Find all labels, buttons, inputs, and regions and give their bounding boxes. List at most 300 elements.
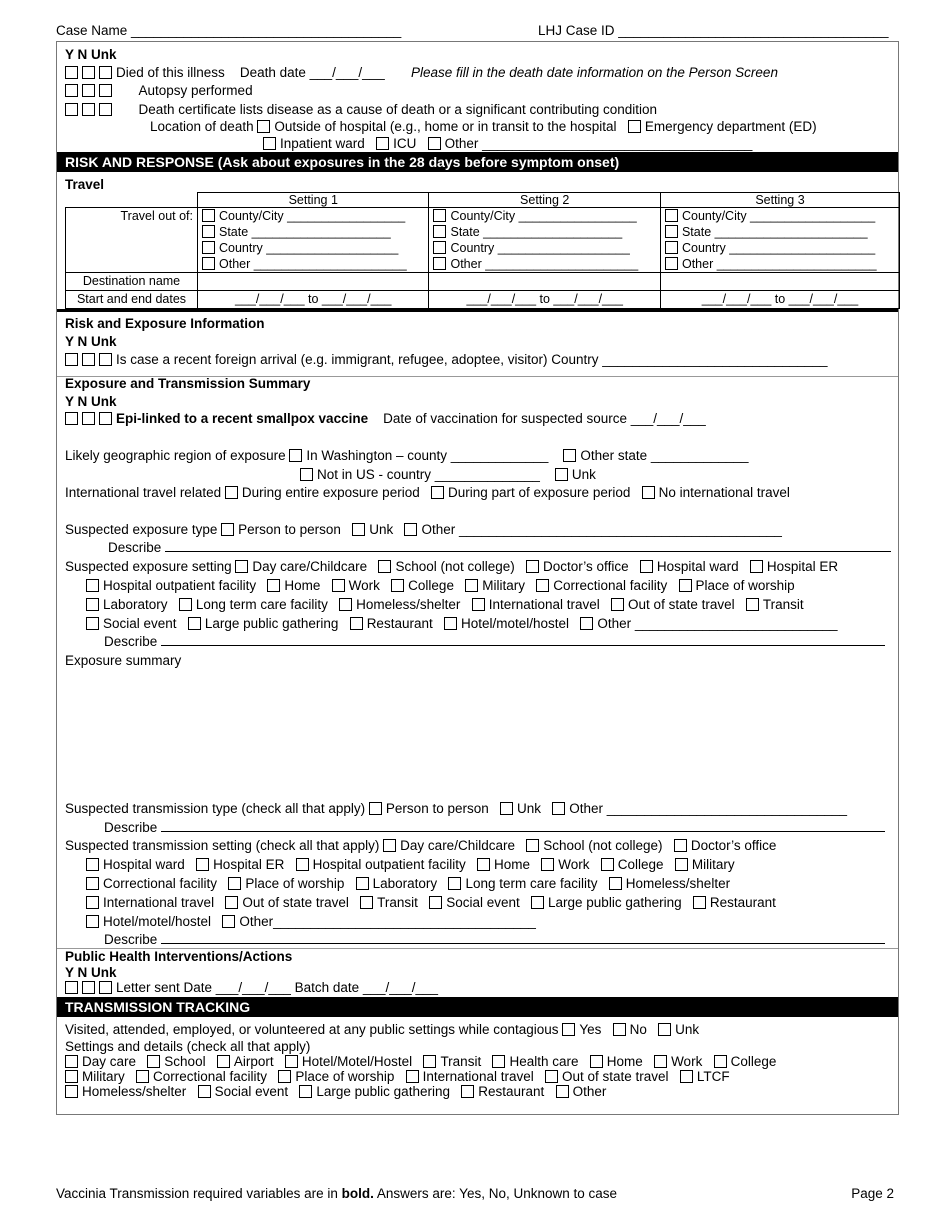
- ts-worship-label: Place of worship: [245, 876, 345, 891]
- icu-checkbox[interactable]: [376, 137, 389, 150]
- exp-setting-row-3: [86, 596, 804, 615]
- s2-country-checkbox[interactable]: [433, 241, 446, 254]
- s3-county-checkbox[interactable]: [665, 209, 678, 222]
- geo-unk-checkbox[interactable]: [555, 468, 568, 481]
- case-name-field[interactable]: Case Name ____________________________________: [56, 23, 402, 38]
- tr-school-label: School: [164, 1054, 206, 1069]
- exp-p2p-label: Person to person: [238, 522, 341, 537]
- ts-restaurant-checkbox[interactable]: [693, 896, 706, 909]
- phi-title: Public Health Interventions/Actions: [65, 949, 293, 964]
- s1-country-field[interactable]: Country ___________________: [219, 241, 399, 255]
- setting-2-options: [429, 208, 660, 273]
- foreign-arrival-row: [65, 351, 827, 370]
- setting-1-options: [198, 208, 429, 273]
- visited-no-checkbox[interactable]: [613, 1023, 626, 1036]
- ts-social-label: Social event: [446, 895, 520, 910]
- visited-unk-checkbox[interactable]: [658, 1023, 671, 1036]
- s3-county-field[interactable]: County/City __________________: [681, 209, 876, 223]
- exp-unk-label: Unk: [369, 522, 394, 537]
- geo-label: Likely geographic region of exposure: [65, 448, 286, 463]
- died-row: [65, 64, 778, 83]
- exp-unk-checkbox[interactable]: [352, 523, 365, 536]
- intl-label: International travel related: [65, 485, 222, 500]
- visited-unk-label: Unk: [675, 1022, 700, 1037]
- wa-county-field[interactable]: In Washington – county _____________: [306, 448, 549, 463]
- ts-hospward-label: Hospital ward: [103, 857, 185, 872]
- es-home-checkbox[interactable]: [267, 579, 280, 592]
- form-frame: [56, 41, 899, 1115]
- tr-daycare-label: Day care: [82, 1054, 137, 1069]
- travel-corner: [66, 193, 198, 208]
- trans-type-row: [65, 800, 847, 819]
- s1-dates-field[interactable]: ___/___/___ to ___/___/___: [198, 290, 429, 308]
- tr-outofstate-checkbox[interactable]: [545, 1070, 558, 1083]
- ts-outofstate-checkbox[interactable]: [225, 896, 238, 909]
- es-hospward-label: Hospital ward: [656, 559, 739, 574]
- tr-homeless-label: Homeless/shelter: [82, 1084, 187, 1099]
- no-intl-checkbox[interactable]: [642, 486, 655, 499]
- trans-setting-row-4: [86, 894, 776, 913]
- exp-setting-row-2: [86, 577, 795, 596]
- ts-school-label: School (not college): [543, 838, 663, 853]
- s2-other-checkbox[interactable]: [433, 257, 446, 270]
- page-footer: [56, 1185, 894, 1203]
- inpatient-label: Inpatient ward: [280, 136, 365, 151]
- s3-country-field[interactable]: Country _____________________: [681, 241, 876, 255]
- ts-other-field[interactable]: Other___________________________________: [239, 914, 536, 929]
- tr-hotel-label: Hotel/Motel/Hostel: [301, 1054, 413, 1069]
- exp-describe-label: Describe: [108, 540, 162, 555]
- ts-ltc-checkbox[interactable]: [448, 877, 461, 890]
- tr-correctional-checkbox[interactable]: [136, 1070, 149, 1083]
- geo-region-row-2: [300, 466, 596, 485]
- ts-hosper-checkbox[interactable]: [196, 858, 209, 871]
- es-homeless-checkbox[interactable]: [339, 598, 352, 611]
- risk-response-bar: RISK AND RESPONSE (Ask about exposures in the 28 days before symptom onset): [57, 152, 898, 172]
- tr-worship-label: Place of worship: [295, 1069, 395, 1084]
- tr-work-label: Work: [671, 1054, 703, 1069]
- es-work-checkbox[interactable]: [332, 579, 345, 592]
- s2-county-checkbox[interactable]: [433, 209, 446, 222]
- other-state-field[interactable]: Other state _____________: [580, 448, 749, 463]
- s1-other-field[interactable]: Other ______________________: [219, 257, 407, 271]
- s1-county-checkbox[interactable]: [202, 209, 215, 222]
- tr-military-label: Military: [82, 1069, 125, 1084]
- cert-n-checkbox[interactable]: [82, 103, 95, 116]
- geo-unk-label: Unk: [571, 467, 596, 482]
- tr-social-label: Social event: [214, 1084, 289, 1099]
- s2-destination-field[interactable]: [429, 273, 660, 291]
- tt-other-checkbox[interactable]: [552, 802, 565, 815]
- epi-unk-checkbox[interactable]: [99, 412, 112, 425]
- ts-home-label: Home: [493, 857, 530, 872]
- es-correctional-checkbox[interactable]: [536, 579, 549, 592]
- es-describe-field[interactable]: [161, 634, 885, 646]
- footer-note: Vaccinia Transmission required variables are in: [56, 1186, 342, 1201]
- travel-table: [65, 192, 900, 309]
- ts-describe-field[interactable]: [161, 932, 885, 944]
- ts-correctional-checkbox[interactable]: [86, 877, 99, 890]
- tt-describe-field[interactable]: [161, 820, 885, 832]
- ynu-header: Y N Unk: [65, 47, 117, 62]
- destination-label: Destination name: [66, 273, 198, 291]
- ts-correctional-label: Correctional facility: [103, 876, 218, 891]
- s3-country-checkbox[interactable]: [665, 241, 678, 254]
- setting-2-header: Setting 2: [429, 193, 660, 208]
- es-outpatient-checkbox[interactable]: [86, 579, 99, 592]
- letter-row: [65, 979, 438, 998]
- tr-intl-checkbox[interactable]: [406, 1070, 419, 1083]
- es-lab-checkbox[interactable]: [86, 598, 99, 611]
- exp-setting-label: Suspected exposure setting: [65, 559, 232, 574]
- other-state-checkbox[interactable]: [563, 449, 576, 462]
- not-us-checkbox[interactable]: [300, 468, 313, 481]
- es-restaurant-checkbox[interactable]: [350, 617, 363, 630]
- ts-outpatient-label: Hospital outpatient facility: [312, 857, 466, 872]
- ts-intl-label: International travel: [103, 895, 215, 910]
- entire-label: During entire exposure period: [241, 485, 420, 500]
- cert-unk-checkbox[interactable]: [99, 103, 112, 116]
- ts-college-checkbox[interactable]: [601, 858, 614, 871]
- ynu-header-2: Y N Unk: [65, 334, 117, 349]
- tr-correctional-label: Correctional facility: [153, 1069, 268, 1084]
- epi-y-checkbox[interactable]: [65, 412, 78, 425]
- ts-work-label: Work: [558, 857, 590, 872]
- certificate-label: Death certificate lists disease as a cause of death or a significant contributing condition: [138, 102, 658, 117]
- letter-n-checkbox[interactable]: [82, 981, 95, 994]
- ts-outpatient-checkbox[interactable]: [296, 858, 309, 871]
- s3-dates-field[interactable]: ___/___/___ to ___/___/___: [660, 290, 899, 308]
- death-date-note: Please fill in the death date information on the Person Screen: [410, 65, 778, 80]
- ts-other-checkbox[interactable]: [222, 915, 235, 928]
- ts-hosper-label: Hospital ER: [213, 857, 285, 872]
- ts-military-checkbox[interactable]: [675, 858, 688, 871]
- foreign-y-checkbox[interactable]: [65, 353, 78, 366]
- s2-state-checkbox[interactable]: [433, 225, 446, 238]
- outside-checkbox[interactable]: [257, 120, 270, 133]
- s2-other-field[interactable]: Other ______________________: [450, 257, 639, 271]
- ts-restaurant-label: Restaurant: [709, 895, 776, 910]
- exp-setting-row: [65, 558, 838, 577]
- geo-region-row: [65, 447, 749, 466]
- ts-hotel-checkbox[interactable]: [86, 915, 99, 928]
- tr-gathering-label: Large public gathering: [316, 1084, 450, 1099]
- letter-sent-field[interactable]: Letter sent Date ___/___/___ Batch date ___/___/___: [116, 980, 439, 995]
- setting-3-options: [660, 208, 899, 273]
- ts-describe-label: Describe: [104, 932, 158, 947]
- tr-home-checkbox[interactable]: [590, 1055, 603, 1068]
- es-hosper-checkbox[interactable]: [750, 560, 763, 573]
- epi-linked-label: Epi-linked to a recent smallpox vaccine: [116, 411, 369, 426]
- es-hospward-checkbox[interactable]: [640, 560, 653, 573]
- es-hotel-label: Hotel/motel/hostel: [461, 616, 570, 631]
- letter-y-checkbox[interactable]: [65, 981, 78, 994]
- no-intl-label: No international travel: [658, 485, 790, 500]
- ts-hospward-checkbox[interactable]: [86, 858, 99, 871]
- autopsy-unk-checkbox[interactable]: [99, 84, 112, 97]
- ts-transit-label: Transit: [377, 895, 418, 910]
- visited-label: Visited, attended, employed, or volunteered at any public settings while contagious: [65, 1022, 559, 1037]
- other-location-field[interactable]: Other ____________________________________: [444, 136, 753, 151]
- ed-checkbox[interactable]: [628, 120, 641, 133]
- ts-daycare-label: Day care/Childcare: [400, 838, 515, 853]
- vaccination-date-field[interactable]: Date of vaccination for suspected source ___/___/___: [383, 411, 706, 426]
- es-school-checkbox[interactable]: [378, 560, 391, 573]
- tr-other-checkbox[interactable]: [556, 1085, 569, 1098]
- died-unk-checkbox[interactable]: [99, 66, 112, 79]
- tt-other-field[interactable]: Other ________________________________: [569, 801, 848, 816]
- tt-unk-label: Unk: [517, 801, 542, 816]
- ts-work-checkbox[interactable]: [541, 858, 554, 871]
- died-y-checkbox[interactable]: [65, 66, 78, 79]
- es-worship-label: Place of worship: [695, 578, 795, 593]
- setting-1-header: Setting 1: [198, 193, 429, 208]
- es-outofstate-checkbox[interactable]: [611, 598, 624, 611]
- tr-hotel-checkbox[interactable]: [285, 1055, 298, 1068]
- tr-healthcare-label: Health care: [509, 1054, 579, 1069]
- es-homeless-label: Homeless/shelter: [356, 597, 461, 612]
- tr-military-checkbox[interactable]: [65, 1070, 78, 1083]
- outside-label: Outside of hospital (e.g., home or in transit to the hospital: [274, 119, 617, 134]
- part-checkbox[interactable]: [431, 486, 444, 499]
- trans-setting-row-2: [86, 856, 735, 875]
- tr-worship-checkbox[interactable]: [278, 1070, 291, 1083]
- lhj-case-id-field[interactable]: LHJ Case ID ____________________________________: [538, 23, 889, 38]
- tr-ltcf-checkbox[interactable]: [680, 1070, 693, 1083]
- es-intl-checkbox[interactable]: [472, 598, 485, 611]
- s1-state-checkbox[interactable]: [202, 225, 215, 238]
- ts-daycare-checkbox[interactable]: [383, 839, 396, 852]
- epi-n-checkbox[interactable]: [82, 412, 95, 425]
- tt-unk-checkbox[interactable]: [500, 802, 513, 815]
- s2-county-field[interactable]: County/City _________________: [450, 209, 637, 223]
- s1-county-field[interactable]: County/City _________________: [219, 209, 406, 223]
- setting-3-header: Setting 3: [660, 193, 899, 208]
- es-doctor-label: Doctor’s office: [543, 559, 629, 574]
- s3-destination-field[interactable]: [660, 273, 899, 291]
- wa-checkbox[interactable]: [289, 449, 302, 462]
- tr-gathering-checkbox[interactable]: [299, 1085, 312, 1098]
- tr-airport-checkbox[interactable]: [217, 1055, 230, 1068]
- tr-intl-label: International travel: [422, 1069, 534, 1084]
- tt-p2p-checkbox[interactable]: [369, 802, 382, 815]
- autopsy-y-checkbox[interactable]: [65, 84, 78, 97]
- ts-doctor-checkbox[interactable]: [674, 839, 687, 852]
- entire-checkbox[interactable]: [225, 486, 238, 499]
- part-label: During part of exposure period: [447, 485, 631, 500]
- inpatient-checkbox[interactable]: [263, 137, 276, 150]
- ts-gathering-label: Large public gathering: [548, 895, 682, 910]
- location-label: Location of death: [150, 119, 254, 134]
- died-label: Died of this illness: [116, 65, 225, 80]
- s2-dates-field[interactable]: ___/___/___ to ___/___/___: [429, 290, 660, 308]
- icu-label: ICU: [393, 136, 417, 151]
- ts-transit-checkbox[interactable]: [360, 896, 373, 909]
- letter-unk-checkbox[interactable]: [99, 981, 112, 994]
- tr-daycare-checkbox[interactable]: [65, 1055, 78, 1068]
- divider: [57, 309, 898, 312]
- trans-type-label: Suspected transmission type (check all that apply): [65, 801, 366, 816]
- tt-describe-label: Describe: [104, 820, 158, 835]
- tr-school-checkbox[interactable]: [147, 1055, 160, 1068]
- es-worship-checkbox[interactable]: [679, 579, 692, 592]
- ts-outofstate-label: Out of state travel: [242, 895, 349, 910]
- es-other-field[interactable]: Other ___________________________: [597, 616, 838, 631]
- tt-describe-row: [104, 819, 885, 838]
- tr-restaurant-checkbox[interactable]: [461, 1085, 474, 1098]
- trans-setting-row-3: [86, 875, 730, 894]
- ynu-header-4: Y N Unk: [65, 965, 117, 980]
- cert-y-checkbox[interactable]: [65, 103, 78, 116]
- tr-transit-label: Transit: [440, 1054, 482, 1069]
- settings-details-label: Settings and details (check all that apply): [65, 1039, 311, 1054]
- exp-setting-row-4: [86, 615, 838, 634]
- es-social-checkbox[interactable]: [86, 617, 99, 630]
- epi-linked-row: [65, 410, 706, 429]
- dates-label: Start and end dates: [66, 290, 198, 308]
- tr-home-label: Home: [606, 1054, 643, 1069]
- tr-college-label: College: [730, 1054, 777, 1069]
- es-gathering-checkbox[interactable]: [188, 617, 201, 630]
- es-correctional-label: Correctional facility: [553, 578, 668, 593]
- exp-describe-field[interactable]: [165, 540, 891, 552]
- not-us-field[interactable]: Not in US - country ______________: [317, 467, 540, 482]
- travel-out-label: Travel out of:: [66, 208, 198, 273]
- tr-work-checkbox[interactable]: [654, 1055, 667, 1068]
- foreign-arrival-label: Is case a recent foreign arrival (e.g. immigrant, refugee, adoptee, visitor) Country ______________________________: [116, 352, 828, 367]
- s2-country-field[interactable]: Country ___________________: [450, 241, 630, 255]
- transmission-tracking-bar: TRANSMISSION TRACKING: [57, 997, 898, 1017]
- ts-homeless-label: Homeless/shelter: [625, 876, 731, 891]
- es-daycare-checkbox[interactable]: [235, 560, 248, 573]
- es-outofstate-label: Out of state travel: [628, 597, 735, 612]
- ts-doctor-label: Doctor’s office: [690, 838, 777, 853]
- s1-country-checkbox[interactable]: [202, 241, 215, 254]
- es-daycare-label: Day care/Childcare: [252, 559, 368, 574]
- es-military-checkbox[interactable]: [465, 579, 478, 592]
- exp-describe-row: [108, 539, 891, 558]
- s3-other-checkbox[interactable]: [665, 257, 678, 270]
- foreign-unk-checkbox[interactable]: [99, 353, 112, 366]
- trans-setting-label: Suspected transmission setting (check all that apply): [65, 838, 380, 853]
- ts-military-label: Military: [691, 857, 735, 872]
- footer-note-end: Answers are: Yes, No, Unknown to case: [373, 1186, 618, 1201]
- ts-worship-checkbox[interactable]: [228, 877, 241, 890]
- ts-ltc-label: Long term care facility: [465, 876, 598, 891]
- tr-ltcf-label: LTCF: [696, 1069, 730, 1084]
- exp-other-checkbox[interactable]: [404, 523, 417, 536]
- visited-yes-label: Yes: [579, 1022, 602, 1037]
- es-hotel-checkbox[interactable]: [444, 617, 457, 630]
- travel-title: Travel: [65, 177, 105, 192]
- foreign-n-checkbox[interactable]: [82, 353, 95, 366]
- es-college-checkbox[interactable]: [391, 579, 404, 592]
- tr-outofstate-label: Out of state travel: [562, 1069, 669, 1084]
- ts-gathering-checkbox[interactable]: [531, 896, 544, 909]
- tr-other-label: Other: [572, 1084, 607, 1099]
- s3-state-checkbox[interactable]: [665, 225, 678, 238]
- s3-state-field[interactable]: State ______________________: [681, 225, 868, 239]
- s1-state-field[interactable]: State ____________________: [219, 225, 391, 239]
- tr-social-checkbox[interactable]: [198, 1085, 211, 1098]
- tr-restaurant-label: Restaurant: [478, 1084, 545, 1099]
- tr-airport-label: Airport: [233, 1054, 274, 1069]
- tr-transit-checkbox[interactable]: [423, 1055, 436, 1068]
- exp-p2p-checkbox[interactable]: [221, 523, 234, 536]
- es-transit-label: Transit: [762, 597, 804, 612]
- tr-college-checkbox[interactable]: [714, 1055, 727, 1068]
- risk-exposure-title: Risk and Exposure Information: [65, 316, 265, 331]
- ts-home-checkbox[interactable]: [477, 858, 490, 871]
- es-college-label: College: [408, 578, 454, 593]
- autopsy-row: [65, 82, 253, 101]
- ts-intl-checkbox[interactable]: [86, 896, 99, 909]
- s1-destination-field[interactable]: [198, 273, 429, 291]
- ts-school-checkbox[interactable]: [526, 839, 539, 852]
- es-gathering-label: Large public gathering: [204, 616, 339, 631]
- es-describe-label: Describe: [104, 634, 158, 649]
- es-home-label: Home: [284, 578, 321, 593]
- death-date-field[interactable]: Death date ___/___/___: [239, 65, 385, 80]
- ts-social-checkbox[interactable]: [429, 896, 442, 909]
- visited-yes-checkbox[interactable]: [562, 1023, 575, 1036]
- exp-type-label: Suspected exposure type: [65, 522, 218, 537]
- tracking-row-3: [65, 1083, 606, 1102]
- es-transit-checkbox[interactable]: [746, 598, 759, 611]
- exp-type-row: [65, 521, 782, 540]
- ts-lab-label: Laboratory: [372, 876, 438, 891]
- other-location-checkbox[interactable]: [428, 137, 441, 150]
- trans-setting-row: [65, 837, 776, 856]
- es-outpatient-label: Hospital outpatient facility: [103, 578, 257, 593]
- tr-healthcare-checkbox[interactable]: [492, 1055, 505, 1068]
- es-lab-label: Laboratory: [103, 597, 168, 612]
- died-n-checkbox[interactable]: [82, 66, 95, 79]
- s2-state-field[interactable]: State ____________________: [450, 225, 623, 239]
- exp-summary-field[interactable]: [65, 672, 891, 797]
- summary-title: Exposure and Transmission Summary: [65, 376, 311, 391]
- es-social-label: Social event: [103, 616, 177, 631]
- es-restaurant-label: Restaurant: [366, 616, 433, 631]
- ts-college-label: College: [617, 857, 664, 872]
- page-number: Page 2: [851, 1186, 894, 1201]
- es-other-checkbox[interactable]: [580, 617, 593, 630]
- exp-summary-label: Exposure summary: [65, 653, 182, 668]
- es-intl-label: International travel: [488, 597, 600, 612]
- autopsy-label: Autopsy performed: [138, 83, 253, 98]
- ed-label: Emergency department (ED): [644, 119, 817, 134]
- footer-note-bold: bold.: [341, 1186, 374, 1201]
- s1-other-checkbox[interactable]: [202, 257, 215, 270]
- es-work-label: Work: [348, 578, 380, 593]
- ts-homeless-checkbox[interactable]: [609, 877, 622, 890]
- exp-other-field[interactable]: Other ___________________________________________: [421, 522, 782, 537]
- visited-no-label: No: [629, 1022, 647, 1037]
- es-school-label: School (not college): [395, 559, 515, 574]
- ts-hotel-label: Hotel/motel/hostel: [103, 914, 212, 929]
- autopsy-n-checkbox[interactable]: [82, 84, 95, 97]
- es-hosper-label: Hospital ER: [766, 559, 839, 574]
- tr-homeless-checkbox[interactable]: [65, 1085, 78, 1098]
- intl-travel-row: [65, 484, 790, 503]
- es-doctor-checkbox[interactable]: [526, 560, 539, 573]
- es-ltc-checkbox[interactable]: [179, 598, 192, 611]
- ynu-header-3: Y N Unk: [65, 394, 117, 409]
- trans-setting-row-5: [86, 913, 536, 932]
- es-describe-row: [104, 633, 885, 652]
- ts-lab-checkbox[interactable]: [356, 877, 369, 890]
- s3-other-field[interactable]: Other _______________________: [681, 257, 877, 271]
